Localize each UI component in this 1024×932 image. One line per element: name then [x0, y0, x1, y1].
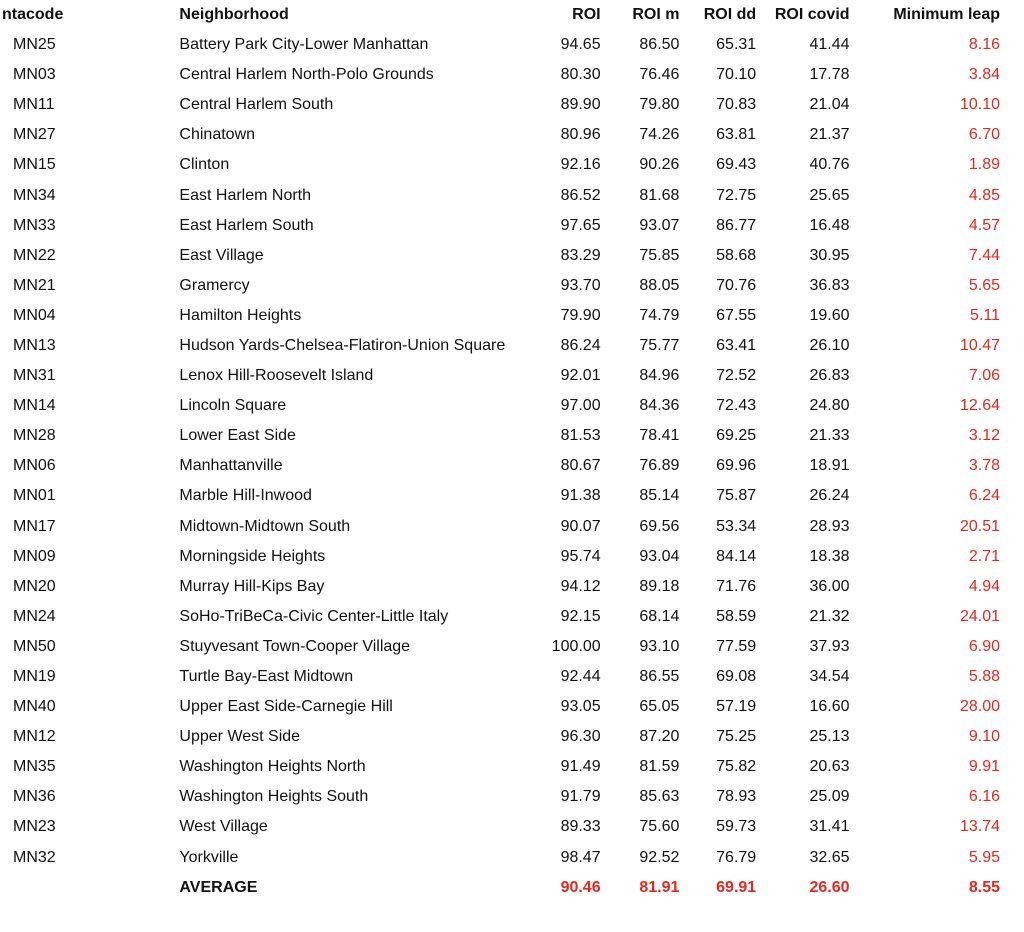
cell-neighborhood: West Village [179, 818, 268, 836]
table-row [0, 662, 1000, 692]
cell-neighborhood: Turtle Bay-East Midtown [179, 668, 354, 686]
table-row [0, 180, 1000, 210]
cell-roi: 91.49 [560, 758, 601, 776]
cell-roi-m: 92.52 [639, 848, 680, 866]
cell-roi-dd: 58.59 [716, 607, 757, 625]
table-row [0, 391, 1000, 421]
cell-roi: 89.33 [560, 818, 601, 836]
cell-roi-m: 75.77 [639, 336, 680, 354]
cell-roi: 91.79 [560, 788, 601, 806]
cell-roi-dd: 70.10 [716, 66, 757, 84]
cell-minimum-leap: 13.74 [959, 818, 1000, 836]
cell-roi-covid: 26.24 [809, 487, 850, 505]
cell-roi-dd: 69.25 [716, 427, 757, 445]
cell-roi-covid: 21.32 [809, 607, 850, 625]
cell-ntacode: MN32 [13, 848, 56, 866]
cell-roi-covid: 26.83 [809, 367, 850, 385]
cell-roi-m: 81.59 [639, 758, 680, 776]
cell-ntacode: MN36 [13, 788, 56, 806]
cell-roi-covid: 41.44 [809, 36, 850, 54]
average-label: AVERAGE [179, 878, 258, 896]
table-row [0, 421, 1000, 451]
cell-roi-dd: 71.76 [716, 577, 757, 595]
header-neighborhood: Neighborhood [179, 6, 289, 23]
cell-minimum-leap: 12.64 [959, 397, 1000, 415]
cell-roi-covid: 18.38 [809, 547, 850, 565]
cell-roi-m: 90.26 [639, 156, 680, 174]
cell-minimum-leap: 6.16 [968, 788, 1000, 806]
cell-roi-m: 74.26 [639, 126, 680, 144]
table-body [0, 30, 1000, 873]
cell-ntacode: MN34 [13, 186, 56, 204]
table-row [0, 211, 1000, 241]
cell-roi: 95.74 [560, 547, 601, 565]
cell-roi-dd: 75.82 [716, 758, 757, 776]
cell-roi: 92.15 [560, 607, 601, 625]
cell-roi-covid: 36.83 [809, 276, 850, 294]
average-code [0, 873, 178, 903]
cell-roi-m: 85.14 [639, 487, 680, 505]
cell-neighborhood: East Harlem South [179, 216, 314, 234]
cell-roi-dd: 76.79 [716, 848, 757, 866]
cell-neighborhood: Upper East Side-Carnegie Hill [179, 698, 393, 716]
header-roi-m: ROI m [632, 6, 680, 23]
cell-roi-m: 75.60 [639, 818, 680, 836]
cell-neighborhood: Upper West Side [179, 728, 301, 746]
table-row [0, 301, 1000, 331]
cell-roi-covid: 26.10 [809, 336, 850, 354]
cell-minimum-leap: 5.88 [968, 668, 1000, 686]
cell-roi-dd: 72.75 [716, 186, 757, 204]
cell-roi-covid: 40.76 [809, 156, 850, 174]
cell-minimum-leap: 28.00 [959, 698, 1000, 716]
average-roi: 90.46 [560, 878, 601, 896]
table-row [0, 241, 1000, 271]
cell-neighborhood: East Village [179, 246, 264, 264]
cell-roi-dd: 72.43 [716, 397, 757, 415]
cell-roi-covid: 25.13 [809, 728, 850, 746]
cell-roi-covid: 25.09 [809, 788, 850, 806]
cell-roi-m: 78.41 [639, 427, 680, 445]
cell-ntacode: MN03 [13, 66, 56, 84]
cell-minimum-leap: 4.57 [968, 216, 1000, 234]
table-row [0, 120, 1000, 150]
cell-minimum-leap: 9.10 [968, 728, 1000, 746]
cell-minimum-leap: 8.16 [968, 36, 1000, 54]
cell-ntacode: MN13 [13, 336, 56, 354]
cell-roi-covid: 17.78 [809, 66, 850, 84]
cell-neighborhood: Washington Heights South [179, 788, 369, 806]
table-row [0, 812, 1000, 842]
cell-roi-m: 93.10 [639, 637, 680, 655]
cell-neighborhood: SoHo-TriBeCa-Civic Center-Little Italy [179, 607, 449, 625]
cell-ntacode: MN20 [13, 577, 56, 595]
cell-roi: 97.00 [560, 397, 601, 415]
cell-roi-covid: 18.91 [809, 457, 850, 475]
cell-roi-dd: 77.59 [716, 637, 757, 655]
cell-ntacode: MN14 [13, 397, 56, 415]
cell-roi: 92.44 [560, 668, 601, 686]
cell-roi-m: 93.04 [639, 547, 680, 565]
table-row [0, 60, 1000, 90]
table-row [0, 722, 1000, 752]
cell-roi-covid: 24.80 [809, 397, 850, 415]
cell-roi: 98.47 [560, 848, 601, 866]
cell-ntacode: MN28 [13, 427, 56, 445]
cell-roi: 94.65 [560, 36, 601, 54]
cell-roi-dd: 69.43 [716, 156, 757, 174]
cell-roi: 86.24 [560, 336, 601, 354]
table-row [0, 271, 1000, 301]
cell-minimum-leap: 5.65 [968, 276, 1000, 294]
cell-roi-covid: 28.93 [809, 517, 850, 535]
cell-roi-covid: 16.60 [809, 698, 850, 716]
average-roi-covid: 26.60 [809, 878, 850, 896]
table-row [0, 361, 1000, 391]
header-roi: ROI [572, 6, 601, 23]
cell-roi-dd: 65.31 [716, 36, 757, 54]
cell-minimum-leap: 6.70 [968, 126, 1000, 144]
cell-neighborhood: Clinton [179, 156, 230, 174]
cell-ntacode: MN06 [13, 457, 56, 475]
cell-roi: 92.01 [560, 367, 601, 385]
cell-roi: 89.90 [560, 96, 601, 114]
table-row [0, 481, 1000, 511]
cell-minimum-leap: 7.44 [968, 246, 1000, 264]
cell-ntacode: MN12 [13, 728, 56, 746]
cell-roi-covid: 25.65 [809, 186, 850, 204]
cell-minimum-leap: 3.84 [968, 66, 1000, 84]
cell-ntacode: MN33 [13, 216, 56, 234]
cell-neighborhood: Hudson Yards-Chelsea-Flatiron-Union Square [179, 336, 506, 354]
cell-roi: 80.30 [560, 66, 601, 84]
header-ntacode: ntacode [2, 6, 64, 23]
cell-roi-m: 81.68 [639, 186, 680, 204]
cell-roi-m: 74.79 [639, 306, 680, 324]
table-row [0, 572, 1000, 602]
cell-roi-dd: 63.81 [716, 126, 757, 144]
cell-ntacode: MN19 [13, 668, 56, 686]
cell-minimum-leap: 3.12 [968, 427, 1000, 445]
table-row [0, 451, 1000, 481]
cell-ntacode: MN23 [13, 818, 56, 836]
cell-minimum-leap: 10.10 [959, 96, 1000, 114]
cell-roi-dd: 53.34 [716, 517, 757, 535]
cell-roi-covid: 21.33 [809, 427, 850, 445]
cell-neighborhood: Gramercy [179, 276, 250, 294]
cell-roi-dd: 59.73 [716, 818, 757, 836]
cell-roi-covid: 30.95 [809, 246, 850, 264]
cell-roi-covid: 20.63 [809, 758, 850, 776]
table-row [0, 843, 1000, 873]
cell-roi: 81.53 [560, 427, 601, 445]
cell-roi-dd: 58.68 [716, 246, 757, 264]
cell-roi-m: 76.89 [639, 457, 680, 475]
cell-roi: 96.30 [560, 728, 601, 746]
average-minimum-leap: 8.55 [968, 878, 1000, 896]
cell-roi-dd: 78.93 [716, 788, 757, 806]
cell-minimum-leap: 3.78 [968, 457, 1000, 475]
cell-roi-m: 79.80 [639, 96, 680, 114]
cell-neighborhood: Lower East Side [179, 427, 296, 445]
header-row [0, 6, 1000, 30]
cell-roi-m: 86.50 [639, 36, 680, 54]
cell-roi: 93.70 [560, 276, 601, 294]
cell-roi: 91.38 [560, 487, 601, 505]
cell-neighborhood: Hamilton Heights [179, 306, 302, 324]
cell-ntacode: MN21 [13, 276, 56, 294]
cell-roi-covid: 16.48 [809, 216, 850, 234]
cell-ntacode: MN50 [13, 637, 56, 655]
cell-roi-m: 69.56 [639, 517, 680, 535]
cell-roi-dd: 86.77 [716, 216, 757, 234]
header-minimum-leap: Minimum leap [893, 6, 1000, 23]
cell-roi-covid: 32.65 [809, 848, 850, 866]
cell-roi: 93.05 [560, 698, 601, 716]
cell-ntacode: MN09 [13, 547, 56, 565]
cell-ntacode: MN24 [13, 607, 56, 625]
cell-minimum-leap: 9.91 [968, 758, 1000, 776]
cell-minimum-leap: 1.89 [968, 156, 1000, 174]
table-row [0, 331, 1000, 361]
average-row [0, 873, 1000, 903]
cell-ntacode: MN35 [13, 758, 56, 776]
cell-roi-dd: 70.76 [716, 276, 757, 294]
cell-roi: 100.00 [551, 637, 601, 655]
table-row [0, 782, 1000, 812]
cell-roi-dd: 84.14 [716, 547, 757, 565]
cell-minimum-leap: 2.71 [968, 547, 1000, 565]
table-row [0, 602, 1000, 632]
cell-roi: 80.67 [560, 457, 601, 475]
cell-neighborhood: Morningside Heights [179, 547, 326, 565]
cell-roi-dd: 69.08 [716, 668, 757, 686]
cell-roi: 90.07 [560, 517, 601, 535]
cell-roi-m: 76.46 [639, 66, 680, 84]
cell-roi-covid: 21.04 [809, 96, 850, 114]
cell-roi-covid: 34.54 [809, 668, 850, 686]
cell-roi-m: 87.20 [639, 728, 680, 746]
cell-roi: 94.12 [560, 577, 601, 595]
table-row [0, 90, 1000, 120]
cell-neighborhood: Washington Heights North [179, 758, 366, 776]
cell-minimum-leap: 10.47 [959, 336, 1000, 354]
cell-ntacode: MN15 [13, 156, 56, 174]
cell-roi-m: 86.55 [639, 668, 680, 686]
cell-minimum-leap: 4.85 [968, 186, 1000, 204]
cell-roi: 97.65 [560, 216, 601, 234]
cell-roi: 83.29 [560, 246, 601, 264]
cell-neighborhood: Central Harlem South [179, 96, 334, 114]
cell-minimum-leap: 20.51 [959, 517, 1000, 535]
cell-roi-dd: 69.96 [716, 457, 757, 475]
table-row [0, 692, 1000, 722]
table-row [0, 542, 1000, 572]
cell-roi-dd: 67.55 [716, 306, 757, 324]
cell-minimum-leap: 24.01 [959, 607, 1000, 625]
cell-neighborhood: Lincoln Square [179, 397, 287, 415]
cell-minimum-leap: 6.90 [968, 637, 1000, 655]
cell-minimum-leap: 5.11 [970, 306, 1000, 324]
cell-minimum-leap: 5.95 [968, 848, 1000, 866]
cell-roi-m: 93.07 [639, 216, 680, 234]
cell-roi-covid: 37.93 [809, 637, 850, 655]
cell-ntacode: MN40 [13, 698, 56, 716]
table-row [0, 30, 1000, 60]
average-roi-dd: 69.91 [716, 878, 757, 896]
cell-roi-covid: 21.37 [809, 126, 850, 144]
cell-minimum-leap: 4.94 [968, 577, 1000, 595]
table-row [0, 632, 1000, 662]
cell-roi-covid: 19.60 [809, 306, 850, 324]
header-roi-covid: ROI covid [774, 6, 850, 23]
cell-neighborhood: Midtown-Midtown South [179, 517, 351, 535]
cell-neighborhood: Murray Hill-Kips Bay [179, 577, 325, 595]
cell-ntacode: MN31 [13, 367, 56, 385]
cell-roi-covid: 36.00 [809, 577, 850, 595]
cell-roi-dd: 75.87 [716, 487, 757, 505]
cell-ntacode: MN25 [13, 36, 56, 54]
cell-neighborhood: Central Harlem North-Polo Grounds [179, 66, 434, 84]
cell-roi-m: 65.05 [639, 698, 680, 716]
cell-neighborhood: Lenox Hill-Roosevelt Island [179, 367, 374, 385]
cell-minimum-leap: 7.06 [968, 367, 1000, 385]
table-row [0, 150, 1000, 180]
cell-roi-covid: 31.41 [809, 818, 850, 836]
cell-roi: 92.16 [560, 156, 601, 174]
cell-neighborhood: East Harlem North [179, 186, 312, 204]
cell-neighborhood: Chinatown [179, 126, 256, 144]
cell-ntacode: MN22 [13, 246, 56, 264]
cell-roi-m: 75.85 [639, 246, 680, 264]
cell-roi: 86.52 [560, 186, 601, 204]
cell-roi: 80.96 [560, 126, 601, 144]
roi-table [0, 6, 1000, 903]
cell-roi-m: 85.63 [639, 788, 680, 806]
cell-roi-m: 68.14 [639, 607, 680, 625]
cell-neighborhood: Stuyvesant Town-Cooper Village [179, 637, 411, 655]
average-roi-m: 81.91 [639, 878, 680, 896]
cell-roi: 79.90 [560, 306, 601, 324]
header-roi-dd: ROI dd [703, 6, 757, 23]
cell-roi-m: 88.05 [639, 276, 680, 294]
table-row [0, 752, 1000, 782]
cell-neighborhood: Marble Hill-Inwood [179, 487, 312, 505]
cell-minimum-leap: 6.24 [968, 487, 1000, 505]
cell-roi-dd: 72.52 [716, 367, 757, 385]
cell-ntacode: MN11 [13, 96, 55, 114]
cell-neighborhood: Manhattanville [179, 457, 283, 475]
cell-ntacode: MN01 [13, 487, 56, 505]
cell-neighborhood: Yorkville [179, 848, 239, 866]
cell-roi-dd: 75.25 [716, 728, 757, 746]
cell-neighborhood: Battery Park City-Lower Manhattan [179, 36, 429, 54]
cell-ntacode: MN04 [13, 306, 56, 324]
cell-roi-dd: 63.41 [716, 336, 757, 354]
cell-roi-m: 89.18 [639, 577, 680, 595]
cell-roi-m: 84.36 [639, 397, 680, 415]
table-row [0, 512, 1000, 542]
cell-roi-dd: 57.19 [716, 698, 757, 716]
cell-ntacode: MN27 [13, 126, 56, 144]
cell-roi-m: 84.96 [639, 367, 680, 385]
cell-roi-dd: 70.83 [716, 96, 757, 114]
cell-ntacode: MN17 [13, 517, 56, 535]
